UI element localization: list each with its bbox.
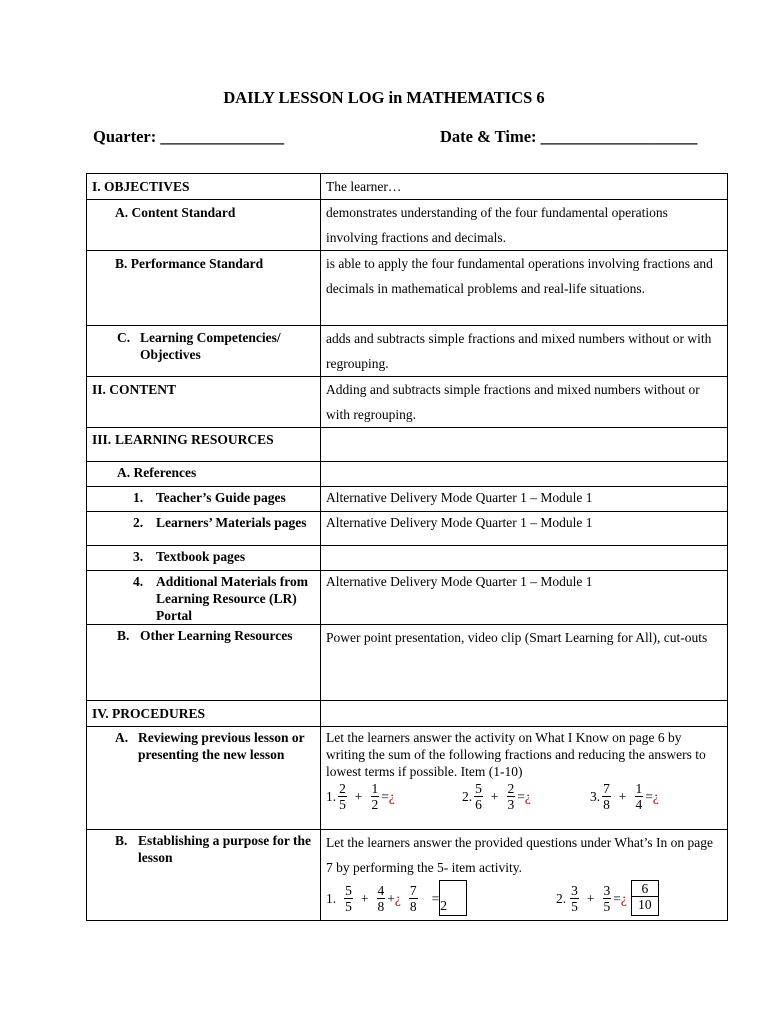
other-resources-row [87, 625, 728, 701]
numerator: 5 [345, 882, 352, 898]
answer-numerator: 6 [632, 881, 658, 897]
competencies-key: C. [117, 330, 131, 345]
fraction [409, 883, 418, 914]
content-standard-value: demonstrates understanding of the four fundamental operations involving fractions and decimals. [321, 200, 728, 251]
fraction [603, 883, 612, 914]
resource-item-key: 1. [133, 490, 144, 505]
answer-value: 2 [440, 898, 447, 913]
performance-standard-value: is able to apply the four fundamental operations involving fractions and decimals in mathematical problems and real-life situations. [321, 251, 728, 326]
denominator: 8 [603, 797, 610, 812]
answer-box [631, 880, 659, 916]
resource-item-value: Alternative Delivery Mode Quarter 1 – Module 1 [321, 487, 728, 512]
procedures-row [87, 701, 728, 727]
exercise-item [326, 781, 462, 812]
resource-item-row [87, 487, 728, 512]
answer-placeholder: ¿ [388, 789, 395, 804]
numerator: 5 [475, 781, 482, 796]
plus-sign: + [490, 789, 499, 804]
competencies-label-cell [87, 326, 321, 377]
exercise-num: 2. [462, 789, 473, 804]
objectives-label: I. OBJECTIVES [87, 174, 321, 200]
numerator: 3 [571, 882, 578, 898]
resource-item-label-cell [87, 512, 321, 546]
competencies-value: adds and subtracts simple fractions and mixed numbers without or with regrouping. [321, 326, 728, 377]
numerator: 4 [377, 882, 385, 898]
procedures-value [321, 701, 728, 727]
answer-denominator: 10 [638, 897, 652, 912]
exercise-num: 1. [326, 890, 337, 906]
content-label: II. CONTENT [87, 377, 321, 428]
purpose-value-cell [321, 830, 728, 921]
denominator: 5 [339, 797, 346, 812]
numerator: 2 [339, 781, 346, 796]
document-title: DAILY LESSON LOG in MATHEMATICS 6 [223, 88, 545, 107]
objectives-row [87, 174, 728, 200]
plus-sign: + [354, 789, 363, 804]
content-standard-label: A. Content Standard [87, 200, 321, 251]
other-resources-key: B. [117, 628, 130, 643]
denominator: 5 [603, 898, 611, 914]
resources-key: III. [92, 432, 112, 447]
resource-item-row [87, 512, 728, 546]
answer-placeholder: ¿ [652, 789, 659, 804]
purpose-exercises [326, 880, 722, 916]
denominator: 2 [371, 797, 379, 812]
resource-item-key: 3. [133, 549, 144, 564]
purpose-label: Establishing a purpose for the lesson [138, 833, 312, 865]
other-resources-label-cell [87, 625, 321, 701]
resources-label-cell [87, 428, 321, 462]
denominator: 8 [377, 898, 385, 914]
competencies-row [87, 326, 728, 377]
numerator: 7 [603, 781, 610, 796]
fraction [570, 883, 579, 914]
references-value [321, 462, 728, 487]
content-row [87, 377, 728, 428]
exercise-num: 1. [326, 789, 337, 804]
resource-item-row [87, 546, 728, 571]
resource-item-key: 2. [133, 515, 144, 530]
performance-standard-row [87, 251, 728, 326]
numerator: 1 [371, 781, 379, 796]
resources-row [87, 428, 728, 462]
numerator: 7 [409, 882, 417, 898]
equals-sign: = [613, 890, 621, 906]
purpose-row [87, 830, 728, 921]
lesson-log-table [86, 173, 728, 921]
reviewing-row [87, 727, 728, 830]
resources-label: LEARNING RESOURCES [115, 432, 274, 447]
resource-item-value: Alternative Delivery Mode Quarter 1 – Module 1 [321, 571, 728, 625]
exercise-item [326, 880, 556, 916]
plus-sign: + [618, 789, 627, 804]
fraction [474, 781, 483, 812]
equals-sign: = [645, 789, 653, 804]
reviewing-label-cell [87, 727, 321, 830]
numerator: 2 [507, 781, 515, 796]
resource-item-label-cell [87, 571, 321, 625]
equals-sign: = [381, 789, 389, 804]
resource-item-label: Textbook pages [156, 549, 246, 564]
fraction [344, 883, 353, 914]
resource-item-label-cell [87, 487, 321, 512]
content-value: Adding and subtracts simple fractions and mixed numbers without or with regrouping. [321, 377, 728, 428]
denominator: 5 [345, 898, 352, 914]
quarter-line: Quarter: _______________ [93, 127, 285, 146]
equals-sign: = [517, 789, 525, 804]
resource-item-label: Learners’ Materials pages [156, 515, 307, 530]
denominator: 4 [635, 797, 643, 812]
references-label: A. References [87, 462, 321, 487]
purpose-label-cell [87, 830, 321, 921]
performance-standard-label: B. Performance Standard [87, 251, 321, 326]
equals-sign: = [431, 890, 440, 906]
other-resources-label: Other Learning Resources [140, 628, 293, 643]
resource-item-value [321, 546, 728, 571]
answer-placeholder: ¿ [620, 890, 627, 906]
resource-item-key: 4. [133, 574, 144, 589]
reviewing-value-cell [321, 727, 728, 830]
purpose-value: Let the learners answer the provided questions under What’s In on page 7 by performing the 5- item activity. [326, 835, 714, 875]
answer-box [439, 880, 467, 916]
exercise-item [590, 781, 659, 812]
denominator: 6 [475, 797, 482, 812]
plus-sign: + [387, 890, 395, 906]
denominator: 8 [409, 898, 417, 914]
exercise-num: 3. [590, 789, 601, 804]
exercise-item [462, 781, 590, 812]
exercise-num: 2. [556, 890, 567, 906]
competencies-label: Learning Competencies/ Objectives [140, 330, 281, 362]
plus-sign: + [586, 890, 595, 906]
purpose-key: B. [115, 833, 128, 848]
denominator: 3 [507, 797, 515, 812]
answer-placeholder: ¿ [394, 890, 401, 906]
other-resources-value: Power point presentation, video clip (Smart Learning for All), cut-outs [321, 625, 728, 701]
denominator: 5 [571, 898, 578, 914]
content-standard-row [87, 200, 728, 251]
fraction [507, 781, 516, 812]
references-row [87, 462, 728, 487]
resource-item-row [87, 571, 728, 625]
reviewing-exercises [326, 781, 722, 812]
fraction [635, 781, 644, 812]
objectives-value: The learner… [321, 174, 728, 200]
resource-item-label-cell [87, 546, 321, 571]
procedures-label: IV. PROCEDURES [87, 701, 321, 727]
numerator: 3 [603, 882, 611, 898]
resource-item-label: Teacher’s Guide pages [156, 490, 286, 505]
answer-placeholder: ¿ [524, 789, 531, 804]
exercise-item [556, 880, 659, 916]
fraction [371, 781, 380, 812]
reviewing-value: Let the learners answer the activity on What I Know on page 6 by writing the sum of the following fractions and reducing the answers to lowest terms if possible. Item (1-10) [326, 730, 706, 779]
reviewing-label: Reviewing previous lesson or presenting the new lesson [138, 730, 305, 762]
resource-item-label: Additional Materials from Learning Resource (LR) Portal [156, 574, 308, 623]
date-time-line: Date & Time: ___________________ [440, 127, 698, 146]
numerator: 1 [635, 781, 643, 796]
plus-sign: + [360, 890, 369, 906]
fraction [338, 781, 347, 812]
fraction [602, 781, 611, 812]
reviewing-key: A. [115, 730, 129, 745]
fraction [377, 883, 386, 914]
resources-value [321, 428, 728, 462]
resource-item-value: Alternative Delivery Mode Quarter 1 – Module 1 [321, 512, 728, 546]
